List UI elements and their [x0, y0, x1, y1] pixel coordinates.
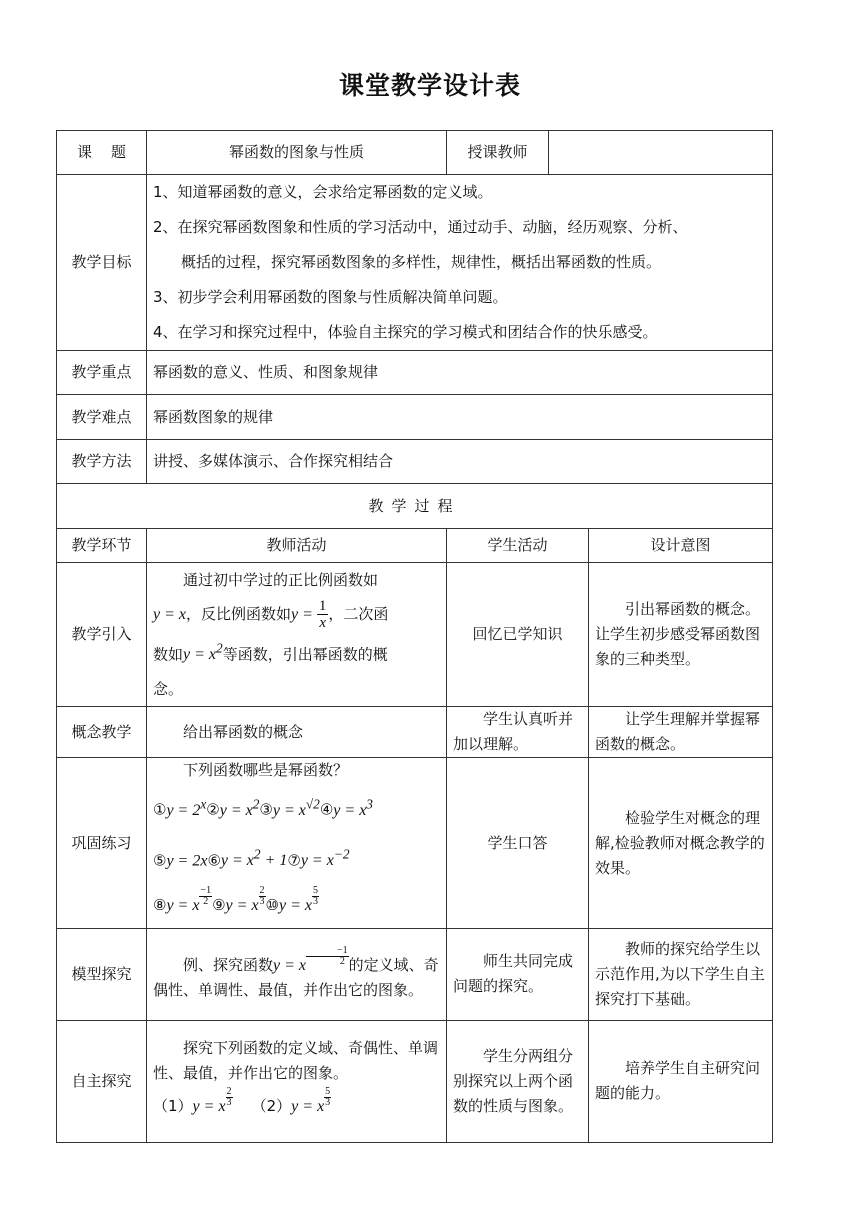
topic-value: 幂函数的图象与性质 [147, 131, 447, 175]
student-activity: 师生共同完成问题的探究。 [447, 928, 589, 1020]
stage-label: 概念教学 [57, 707, 147, 758]
design-intent: 让学生理解并掌握幂函数的概念。 [589, 707, 773, 758]
teacher-activity [147, 758, 447, 929]
objective-item: 3、初步学会利用幂函数的图象与性质解决简单问题。 [153, 288, 508, 306]
activity-text: 例、探究函数 [183, 955, 274, 974]
activity-text: 下列函数哪些是幂函数？ [183, 761, 349, 780]
table-row [57, 563, 773, 707]
column-header: 教师活动 [147, 529, 447, 563]
stage-label: 模型探究 [57, 928, 147, 1020]
exercise-line: ①y = $2^x②y$ = $x^2③y$ = $x^{√2}④y = x^3$ [153, 796, 373, 819]
process-title: 教学过程 [57, 484, 773, 529]
column-header: 设计意图 [589, 529, 773, 563]
math-expression: y = x [153, 606, 186, 623]
activity-text: ，反比例函数如 [186, 605, 292, 623]
key-point-label: 教学重点 [57, 351, 147, 395]
process-title-row [57, 484, 773, 529]
design-intent: 教师的探究给学生以示范作用,为以下学生自主探究打下基础。 [589, 928, 773, 1020]
method-label: 教学方法 [57, 440, 147, 484]
header-row [57, 131, 773, 175]
student-activity: 学生分两组分别探究以上两个函数的性质与图象。 [447, 1020, 589, 1142]
student-activity: 回忆已学知识 [447, 563, 589, 707]
exercise-line: ⑤y = 2x⑥y = $x^2$ + 1⑦y = $x^{-2}$ [153, 846, 350, 869]
column-header-row [57, 529, 773, 563]
stage-label: 巩固练习 [57, 758, 147, 929]
math-expression: $y = x^2$ [183, 641, 223, 664]
table-row [57, 758, 773, 929]
teacher-activity [147, 1020, 447, 1142]
objectives-row [57, 175, 773, 351]
key-point-value: 幂函数的意义、性质、和图象规律 [147, 351, 773, 395]
page-title: 课堂教学设计表 [338, 71, 521, 100]
topic-label: 课 题 [57, 131, 147, 175]
student-activity: 学生口答 [447, 758, 589, 929]
table-row [57, 1020, 773, 1142]
lesson-plan-table [56, 130, 773, 1143]
activity-text: 探究下列函数的定义域、奇偶性、单调性、最值，并作出它的图象。 [153, 1038, 439, 1082]
column-header: 学生活动 [447, 529, 589, 563]
table-row [57, 707, 773, 758]
objectives-label: 教学目标 [57, 175, 147, 351]
difficulty-label: 教学难点 [57, 395, 147, 440]
table-row [57, 928, 773, 1020]
objective-item: 4、在学习和探究过程中，体验自主探究的学习模式和团结合作的快乐感受。 [153, 323, 658, 341]
teacher-activity: 给出幂函数的概念 [147, 707, 447, 758]
design-intent: 引出幂函数的概念。让学生初步感受幂函数图象的三种类型。 [589, 563, 773, 707]
key-point-row [57, 351, 773, 395]
teacher-activity: 通过初中学过的正比例函数如 y = x，反比例函数如y = $\frac{1}{x}$ ，二次函 数如$y = x^2$等函数，引出幂函数的概 念。 [147, 563, 447, 707]
stage-label: 自主探究 [57, 1020, 147, 1142]
teacher-activity: 例、探究函数y = x $\frac{-1}{2}$ 的定义域、奇偶性、单调性、最值，并作出它的图象。 [147, 928, 447, 1020]
difficulty-value: 幂函数图象的规律 [147, 395, 773, 440]
activity-text: 通过初中学过的正比例函数如 [183, 571, 379, 589]
stage-label: 教学引入 [57, 563, 147, 707]
objective-item: 概括的过程，探究幂函数图象的多样性，规律性，概括出幂函数的性质。 [181, 253, 662, 271]
teacher-label: 授课教师 [447, 131, 549, 175]
math-fraction: $\frac{1}{x}$ [318, 598, 327, 631]
method-row [57, 440, 773, 484]
math-expression: y = x [273, 956, 307, 974]
student-activity: 学生认真听并加以理解。 [447, 707, 589, 758]
activity-text: 念。 [153, 680, 184, 699]
objective-item: 1、知道幂函数的意义，会求给定幂函数的定义域。 [153, 183, 493, 201]
design-intent: 检验学生对概念的理解,检验教师对概念教学的效果。 [589, 758, 773, 929]
difficulty-row [57, 395, 773, 440]
exercise-line: ⑧y = x $\frac{-1}{2}$ ⑨y = x $\frac{2}{3}$ ⑩y = x $\frac{5}{3}$ [153, 884, 318, 914]
activity-text: 数如 [153, 645, 184, 664]
design-intent: 培养学生自主研究问题的能力。 [589, 1020, 773, 1142]
activity-text: ，二次函 [328, 605, 389, 623]
column-header: 教学环节 [57, 529, 147, 563]
activity-text: 等函数，引出幂函数的概 [222, 645, 388, 664]
teacher-value [549, 131, 773, 175]
exercise-line: （1）y = x $\frac{2}{3}$ （2）y = x $\frac{5}{3}$ [153, 1085, 331, 1115]
objectives-content [147, 175, 773, 351]
activity-text: 的定义域、奇偶性、单调性、最值，并作出它的图象。 [153, 955, 439, 999]
objective-item: 2、在探究幂函数图象和性质的学习活动中，通过动手、动脑，经历观察、分析、 [153, 218, 688, 236]
method-value: 讲授、多媒体演示、合作探究相结合 [147, 440, 773, 484]
